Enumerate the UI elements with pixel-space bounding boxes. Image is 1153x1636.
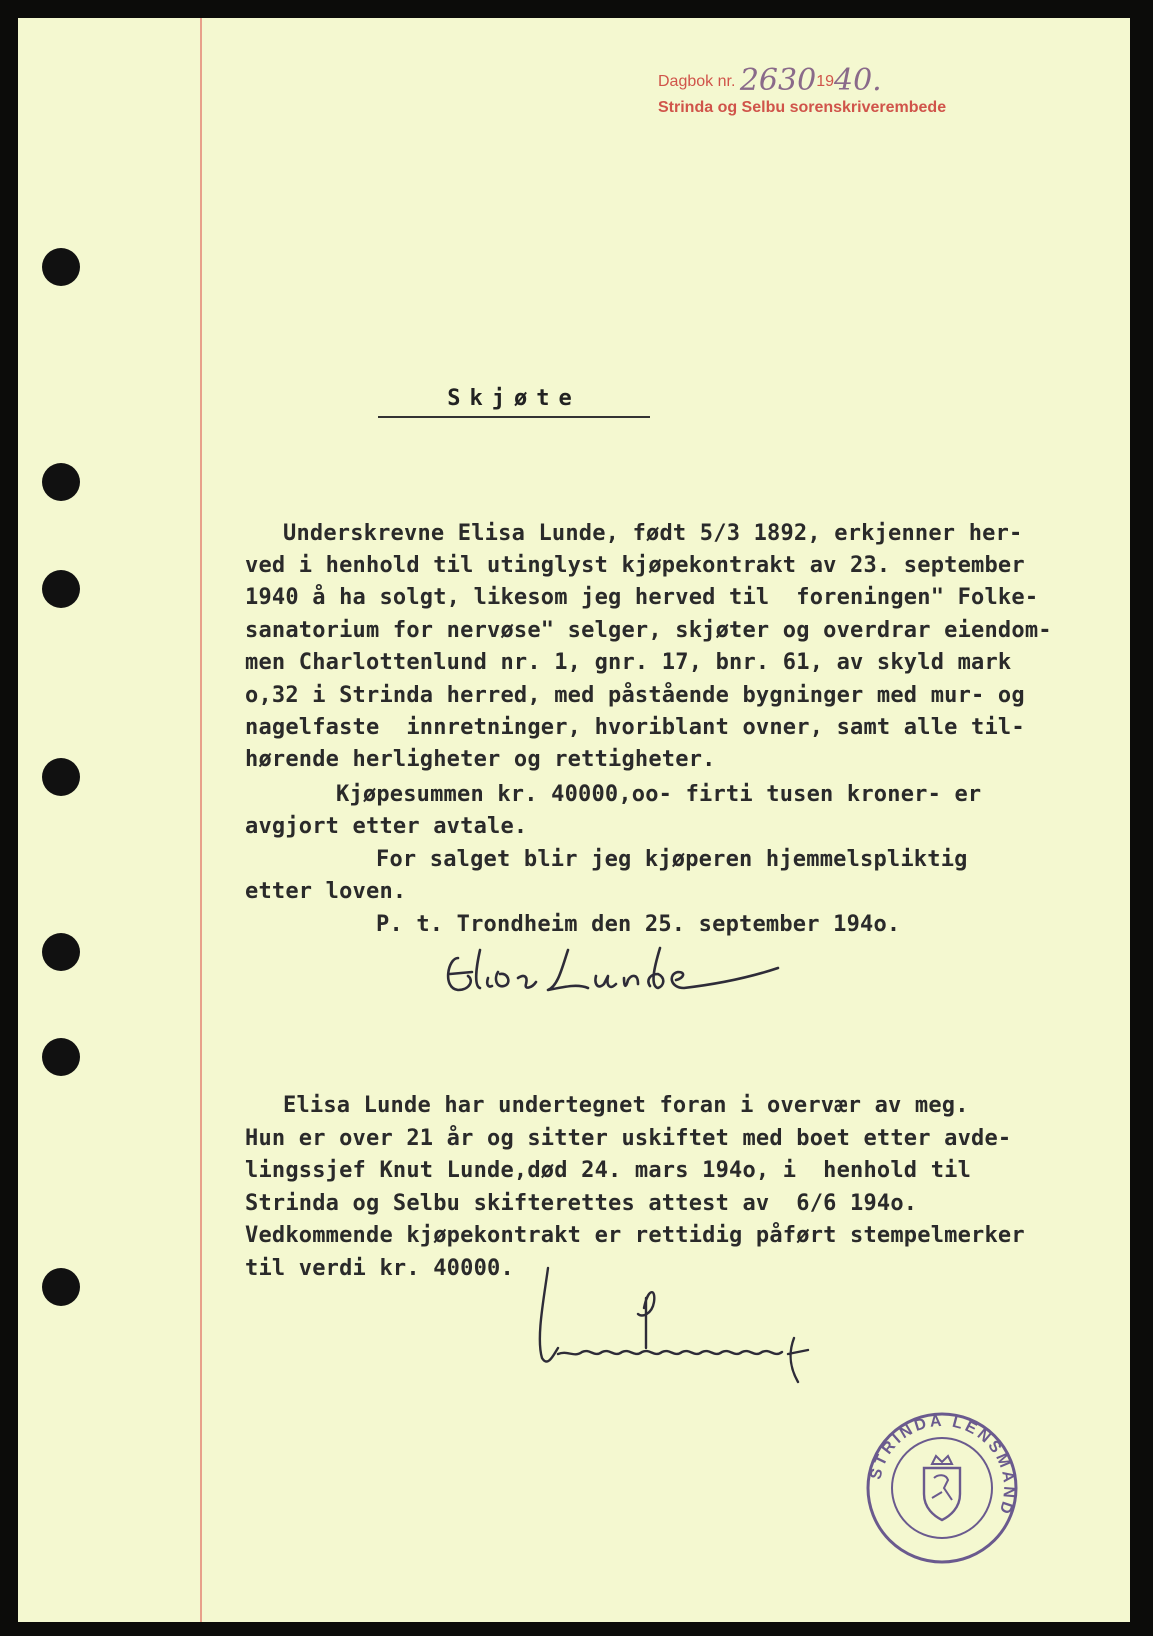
lensmand-seal: [862, 1408, 1022, 1568]
body-line: 1940 å ha solgt, likesom jeg herved til foreningen" Folke-: [245, 585, 1039, 610]
year-prefix: 19: [816, 73, 834, 90]
body-line: sanatorium for nervøse" selger, skjøter og overdrar eiendom-: [245, 618, 1052, 643]
punch-hole: [42, 758, 80, 796]
punch-hole: [42, 1268, 80, 1306]
title-underline: [378, 416, 650, 418]
document-title: Skjøte: [447, 386, 581, 411]
punch-hole: [42, 463, 80, 501]
svg-text:STRINDA LENSMAND: [867, 1413, 1017, 1519]
attest-line: Elisa Lunde har undertegnet foran i overvær av meg.: [283, 1093, 969, 1118]
body-line: hørende herligheter og rettigheter.: [245, 747, 716, 772]
body-line: Underskrevne Elisa Lunde, født 5/3 1892, erkjenner her-: [283, 521, 1023, 546]
attest-line: Vedkommende kjøpekontrakt er rettidig påført stempelmerker: [245, 1223, 1025, 1248]
attest-line: Hun er over 21 år og sitter uskiftet med boet etter avde-: [245, 1126, 1012, 1151]
punch-hole: [42, 933, 80, 971]
journal-stamp: [658, 63, 947, 121]
punch-hole: [42, 1038, 80, 1076]
body-line: For salget blir jeg kjøperen hjemmelspliktig: [376, 847, 968, 872]
body-line: etter loven.: [245, 879, 407, 904]
body-line: P. t. Trondheim den 25. september 194o.: [376, 912, 901, 937]
signature-elisa-lunde: [428, 928, 788, 1018]
body-line: men Charlottenlund nr. 1, gnr. 17, bnr. 61, av skyld mark: [245, 650, 1012, 675]
body-line: o,32 i Strinda herred, med påstående bygninger med mur- og: [245, 683, 1025, 708]
punch-hole: [42, 248, 80, 286]
body-line: Kjøpesummen kr. 40000,oo- firti tusen kroner- er: [336, 782, 982, 807]
attest-line: Strinda og Selbu skifterettes attest av 6/6 194o.: [245, 1191, 918, 1216]
document-page: [18, 18, 1130, 1622]
seal-text: STRINDA LENSMAND: [867, 1412, 1018, 1519]
dagbok-label: Dagbok nr.: [658, 73, 736, 90]
office-name: Strinda og Selbu sorenskriverembede: [658, 99, 947, 116]
dagbok-number: 2630: [739, 63, 817, 98]
body-line: ved i henhold til utinglyst kjøpekontrakt av 23. september: [245, 553, 1025, 578]
signature-lensmann: [518, 1258, 838, 1388]
attest-line: lingssjef Knut Lunde,død 24. mars 194o, i henhold til: [245, 1158, 972, 1183]
margin-rule: [200, 18, 202, 1622]
year-suffix: 40.: [834, 63, 882, 98]
punch-hole: [42, 570, 80, 608]
attest-line: til verdi kr. 40000.: [245, 1256, 514, 1281]
body-line: avgjort etter avtale.: [245, 814, 528, 839]
body-line: nagelfaste innretninger, hvoriblant ovner, samt alle til-: [245, 715, 1025, 740]
